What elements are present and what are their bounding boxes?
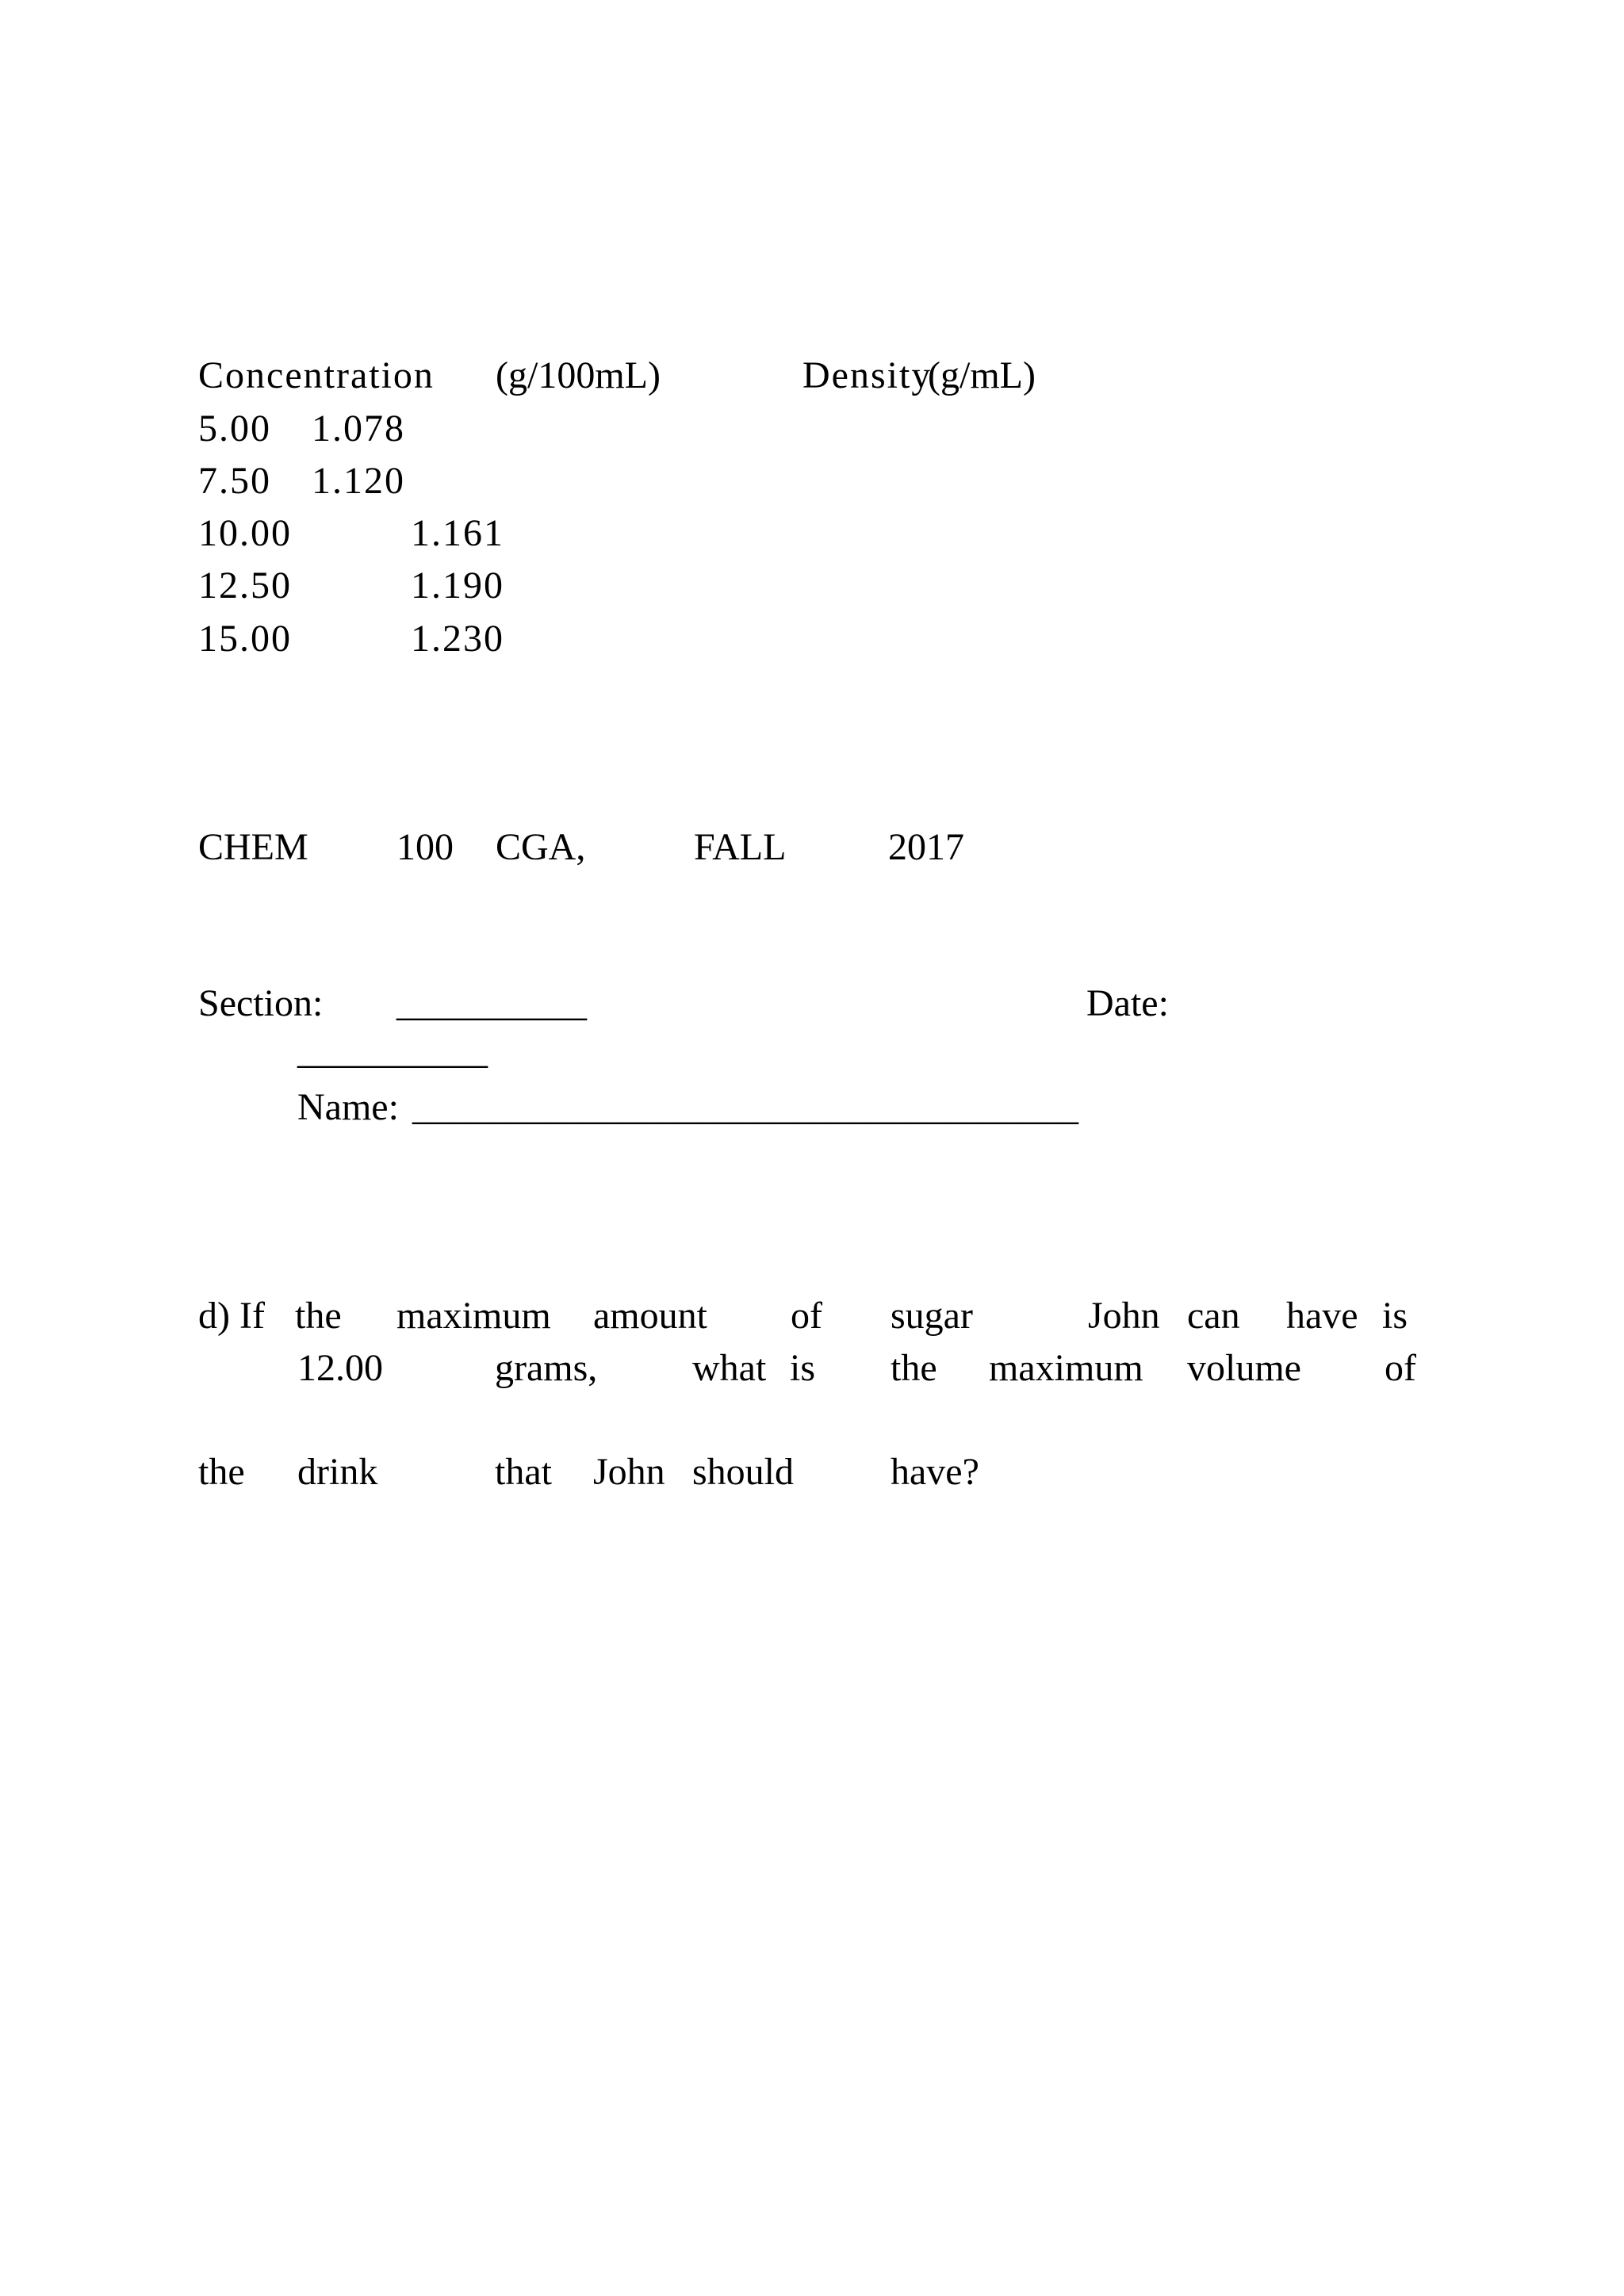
question-word: John (593, 1451, 665, 1493)
question-word: what (692, 1347, 767, 1389)
question-word: of (791, 1295, 822, 1337)
question-word: have? (891, 1451, 979, 1493)
question-word: is (1382, 1295, 1408, 1337)
header-concentration: Concentration (198, 354, 435, 396)
question-word: can (1187, 1295, 1240, 1337)
row-1-density: 1.078 (312, 408, 405, 450)
question-word: amount (593, 1295, 707, 1337)
question-word: d) If (198, 1295, 265, 1337)
course-number: 100 (396, 826, 454, 868)
section-label: Section: (198, 982, 324, 1024)
course-term: FALL (694, 826, 787, 868)
course-subject: CHEM (198, 826, 308, 868)
date-blank[interactable]: __________ (297, 1030, 488, 1072)
question-word: sugar (891, 1295, 973, 1337)
row-5-density: 1.230 (411, 618, 504, 660)
name-label: Name: (297, 1086, 399, 1128)
course-code: CGA, (496, 826, 586, 868)
name-blank[interactable]: ___________________________________ (412, 1086, 1078, 1128)
row-4-concentration: 12.50 (198, 564, 292, 607)
row-3-concentration: 10.00 (198, 512, 292, 554)
question-word: should (692, 1451, 795, 1493)
question-word: of (1385, 1347, 1416, 1389)
question-word: maximum (396, 1295, 551, 1337)
question-word: John (1088, 1295, 1160, 1337)
question-word: drink (297, 1451, 378, 1493)
row-4-density: 1.190 (411, 564, 504, 607)
header-concentration-unit: (g/100mL) (496, 354, 661, 396)
row-3-density: 1.161 (411, 512, 504, 554)
question-word: 12.00 (297, 1347, 383, 1389)
header-density: Density (802, 354, 933, 396)
question-word: the (295, 1295, 342, 1337)
question-word: is (790, 1347, 816, 1389)
question-word: the (198, 1451, 245, 1493)
question-word: volume (1187, 1347, 1301, 1389)
question-word: grams, (495, 1347, 598, 1389)
section-blank[interactable]: __________ (396, 982, 587, 1024)
row-5-concentration: 15.00 (198, 618, 292, 660)
date-label: Date: (1086, 982, 1169, 1024)
question-word: have (1286, 1295, 1358, 1337)
row-1-concentration: 5.00 (198, 408, 271, 450)
question-word: the (891, 1347, 937, 1389)
header-density-unit: (g/mL) (928, 354, 1036, 396)
question-word: maximum (989, 1347, 1143, 1389)
row-2-density: 1.120 (312, 460, 405, 502)
course-year: 2017 (888, 826, 964, 868)
question-word: that (495, 1451, 552, 1493)
row-2-concentration: 7.50 (198, 460, 271, 502)
